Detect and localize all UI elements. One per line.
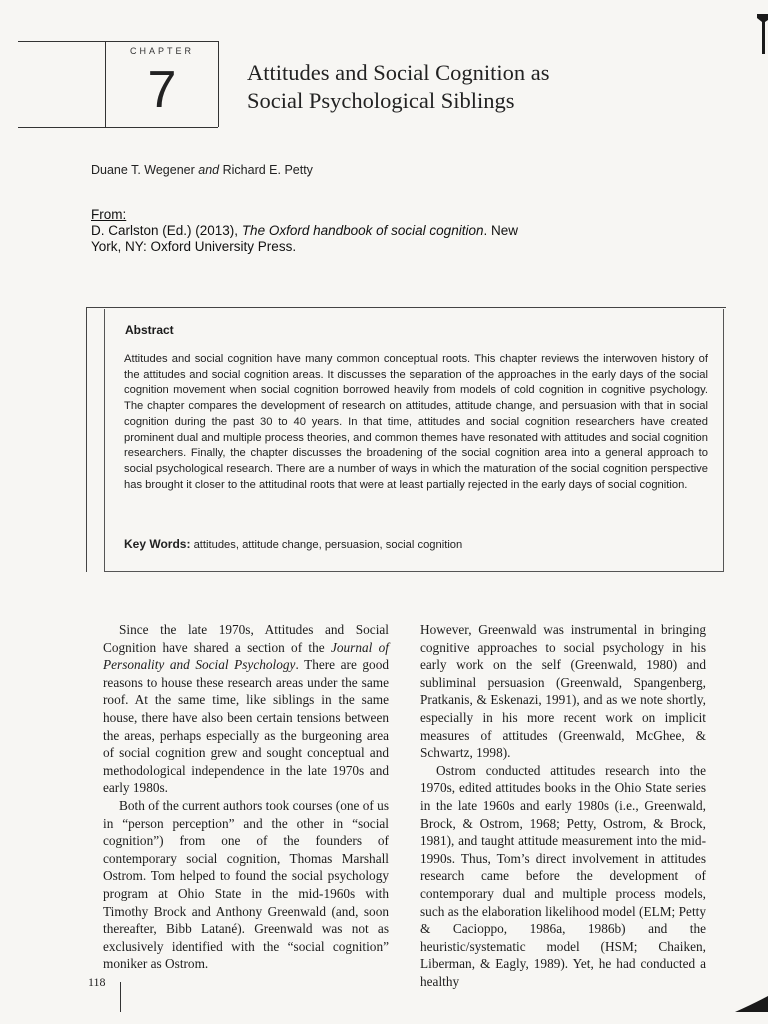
scan-edge-mark-top (757, 14, 768, 54)
author-2: Richard E. Petty (222, 163, 313, 177)
author-1: Duane T. Wegener (91, 163, 195, 177)
body-text: Since the late 1970s, Attitudes and Social Cognition have shared a section of the (103, 622, 389, 655)
chapter-title (247, 59, 727, 115)
body-column-left (103, 621, 389, 973)
chapter-box-bottom-rule (18, 127, 218, 128)
keywords-list: attitudes, attitude change, persuasion, social cognition (193, 539, 463, 551)
body-paragraph: However, Greenwald was instrumental in bringing cognitive approaches to social psychology in his early work on the self (Greenwald, 1980) and subliminal persuasion (Greenwald, Spangenberg, Pratkanis, & Eskenazi, 1991), and as we note shortly, especially in his more recent work on implicit measures of attitudes (Greenwald, McGhee, & Schwartz, 1998). (420, 622, 706, 761)
page-number: 118 (88, 975, 106, 989)
scan-edge-mark-bottom (735, 996, 768, 1012)
citation-text (91, 223, 531, 255)
journal-title: Journal of Personality and Social Psychology (103, 639, 389, 673)
chapter-box-top-rule (18, 41, 218, 42)
abstract-heading: Abstract (125, 323, 174, 337)
body-paragraph: Both of the current authors took courses (one of us in “person perception” and the other in “social cognition”) from one of the founders of contemporary social cognition, Thomas Marshall Ostrom. Tom helped to found the social psychology program at Ohio State in the mid-1960s with Timothy Brock and Anthony Greenwald (and, soon thereafter, Bibb Latané). Greenwald was not as exclusively identified with the “social cognition” moniker as Ostrom. (103, 797, 389, 972)
keywords-label: Key Words: (124, 537, 191, 551)
citation-book-title: The Oxford handbook of social cognition (241, 223, 484, 238)
citation-label: From: (91, 207, 127, 222)
body-text: . There are good reasons to house these research areas under the same roof. At the same time, like siblings in the same house, there have also been certain tensions between the areas, perhaps especially as the burgeoning area of social cognition grew and sought conceptual and methodological independence in the late 1970s and early 1980s. (103, 657, 390, 796)
page-number-rule (120, 982, 121, 1012)
chapter-number: 7 (147, 61, 177, 119)
citation-publisher: . New York, NY: Oxford University Press. (91, 223, 518, 254)
chapter-box-right-rule (218, 41, 219, 127)
citation-editor: D. Carlston (Ed.) (2013), (91, 223, 242, 238)
keywords (124, 537, 462, 551)
chapter-title-line-2: Social Psychological Siblings (247, 88, 515, 113)
abstract-left-rule (86, 307, 87, 572)
abstract-top-rule (86, 307, 726, 308)
authors-conjunction: and (198, 163, 220, 177)
body-paragraph (103, 621, 389, 797)
authors (91, 163, 313, 177)
body-column-right (420, 621, 706, 990)
body-paragraph: Ostrom conducted attitudes research into the 1970s, edited attitudes books in the Ohio State series in the late 1960s and early 1980s (i.e., Greenwald, Brock, & Ostrom, 1968; Petty, Ostrom, & Brock, 1981), and taught attitude measurement into the mid-1990s. Thus, Tom’s direct involvement in attitudes research came before the development of contemporary dual and multiple process models, such as the elaboration likelihood model (ELM; Petty & Cacioppo, 1986a, 1986b) and the heuristic/systematic model (HSM; Chaiken, Liberman, & Eagly, 1989). Yet, he had conducted a healthy (420, 762, 706, 989)
abstract-text: Attitudes and social cognition have many common conceptual roots. This chapter reviews the interwoven history of the attitudes and social cognition areas. It discusses the separation of the approaches in the early days of the social cognition movement when social cognition borrowed heavily from models of cold cognition in cognitive psychology. The chapter compares the development of research on attitudes, attitude change, and persuasion with that in social cognition during the past 30 to 40 years. In that time, attitudes and social cognition researchers have created prominent dual and multiple process theories, and common themes have resonated with attitudes and social cognition researchers. Finally, the chapter discusses the broadening of the social cognition area into a general approach to social psychological research. There are a number of ways in which the maturation of the social cognition perspective has brought it closer to the attitudinal roots that were at least partially rejected in the early days of social cognition. (124, 353, 708, 491)
chapter-title-line-1: Attitudes and Social Cognition as (247, 60, 550, 85)
chapter-label: CHAPTER (129, 46, 194, 56)
source-citation (91, 207, 531, 255)
